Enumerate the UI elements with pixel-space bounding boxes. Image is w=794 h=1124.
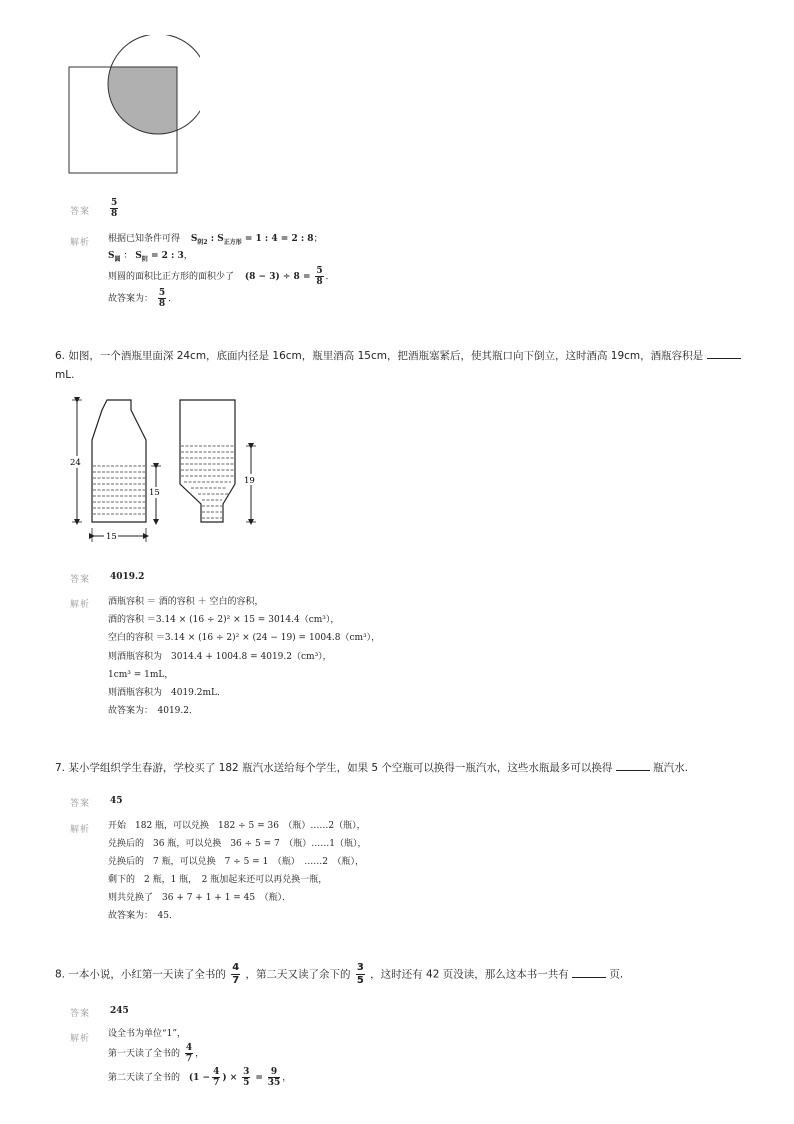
analysis-line: 则酒瓶容积为 4019.2mL． <box>108 688 227 698</box>
analysis-line: 则酒瓶容积为 3014.4 + 1004.8 = 4019.2（cm³）， <box>108 652 332 662</box>
analysis-line: 则共兑换了 36 + 7 + 1 + 1 = 45 （瓶）． <box>108 893 292 903</box>
analysis-line: 剩下的 2 瓶，1 瓶， 2 瓶加起来还可以再兑换一瓶， <box>108 875 328 885</box>
analysis-line: 兑换后的 7 瓶，可以兑换 7 ÷ 5 = 1 （瓶） ……2 （瓶）， <box>108 857 365 867</box>
question-6-text: 6. 如图，一个酒瓶里面深 24cm，底面内径是 16cm，瓶里酒高 15cm，把酒瓶塞紧后，使其瓶口向下倒立，这时酒高 19cm，酒瓶容积是 <box>55 348 741 363</box>
analysis-line: 兑换后的 36 瓶，可以兑换 36 ÷ 5 = 7 （瓶）……1（瓶）， <box>108 839 367 849</box>
answer-blank <box>707 349 741 359</box>
dim-19-label: 19 <box>244 476 255 486</box>
answer-value: $\frac{5}{8}$ <box>111 198 118 219</box>
analysis-line: 故答案为： 45． <box>108 911 178 921</box>
analysis-line: 开始 182 瓶，可以兑换 182 ÷ 5 = 36 （瓶）……2（瓶）， <box>108 821 366 831</box>
analysis-line: 酒的容积 ＝3.14 × (16 ÷ 2)² × 15 = 3014.4（cm³）， <box>108 615 340 625</box>
answer-value: 45 <box>110 796 123 806</box>
analysis-label: 解析 <box>70 825 91 835</box>
answer-label: 答案 <box>70 207 91 217</box>
dim-15-height-label: 15 <box>149 488 160 498</box>
analysis-line: $S_圆$ ： $S_阴 = 2$ : 3， <box>108 251 193 263</box>
analysis-line: 空白的容积 ＝3.14 × (16 ÷ 2)² × (24 − 19) = 1004.8（cm³）， <box>108 633 381 643</box>
answer-label: 答案 <box>70 1009 91 1019</box>
analysis-line: 酒瓶容积 ＝ 酒的容积 ＋ 空白的容积， <box>108 597 264 607</box>
answer-label: 答案 <box>70 799 91 809</box>
question-6-text-cont: mL. <box>55 369 75 381</box>
answer-value: 245 <box>110 1006 129 1016</box>
analysis-line: 故答案为： 4019.2． <box>108 706 198 716</box>
analysis-line: 第一天读了全书的 $\frac{4}{7}$ ， <box>108 1043 205 1064</box>
analysis-line: 1cm³ = 1mL， <box>108 670 174 680</box>
analysis-line: 则圆的面积比正方形的面积少了 (8 − 3) ÷ 8 = $\frac{5}{8}$ ． <box>108 266 335 287</box>
analysis-line: 第二天读了全书的 (1 − $\frac{4}{7}$ ) × $\frac{3}{5}$ = $\frac{9}{35}$ ， <box>108 1067 292 1088</box>
dim-24-label: 24 <box>70 458 81 468</box>
answer-value: 4019.2 <box>110 572 145 582</box>
analysis-label: 解析 <box>70 238 91 248</box>
analysis-line: 故答案为： $\frac{5}{8}$ ． <box>108 288 178 309</box>
answer-blank <box>616 761 650 771</box>
question-8-text: 8. 一本小说，小红第一天读了全书的 $\frac{4}{7}$ ，第二天又读了余下的 $\frac{3}{5}$ ，这时还有 42 页没读，那么这本书一共有 页. <box>55 962 624 986</box>
analysis-line: 根据已知条件可得 $S_{阴2}$ : $S_{正方形} = 1$ : 4 = 2 : 8； <box>108 234 323 246</box>
answer-blank <box>572 968 606 978</box>
square-circle-figure <box>60 35 200 180</box>
question-7-text: 7. 某小学组织学生春游，学校买了 182 瓶汽水送给每个学生，如果 5 个空瓶可以换得一瓶汽水，这些水瓶最多可以换得 瓶汽水. <box>55 762 688 774</box>
analysis-label: 解析 <box>70 600 91 610</box>
analysis-line: 设全书为单位“1”， <box>108 1029 186 1039</box>
analysis-label: 解析 <box>70 1034 91 1044</box>
answer-label: 答案 <box>70 575 91 585</box>
dim-15-width-label: 15 <box>106 532 117 542</box>
wine-bottle-figure <box>60 394 270 544</box>
